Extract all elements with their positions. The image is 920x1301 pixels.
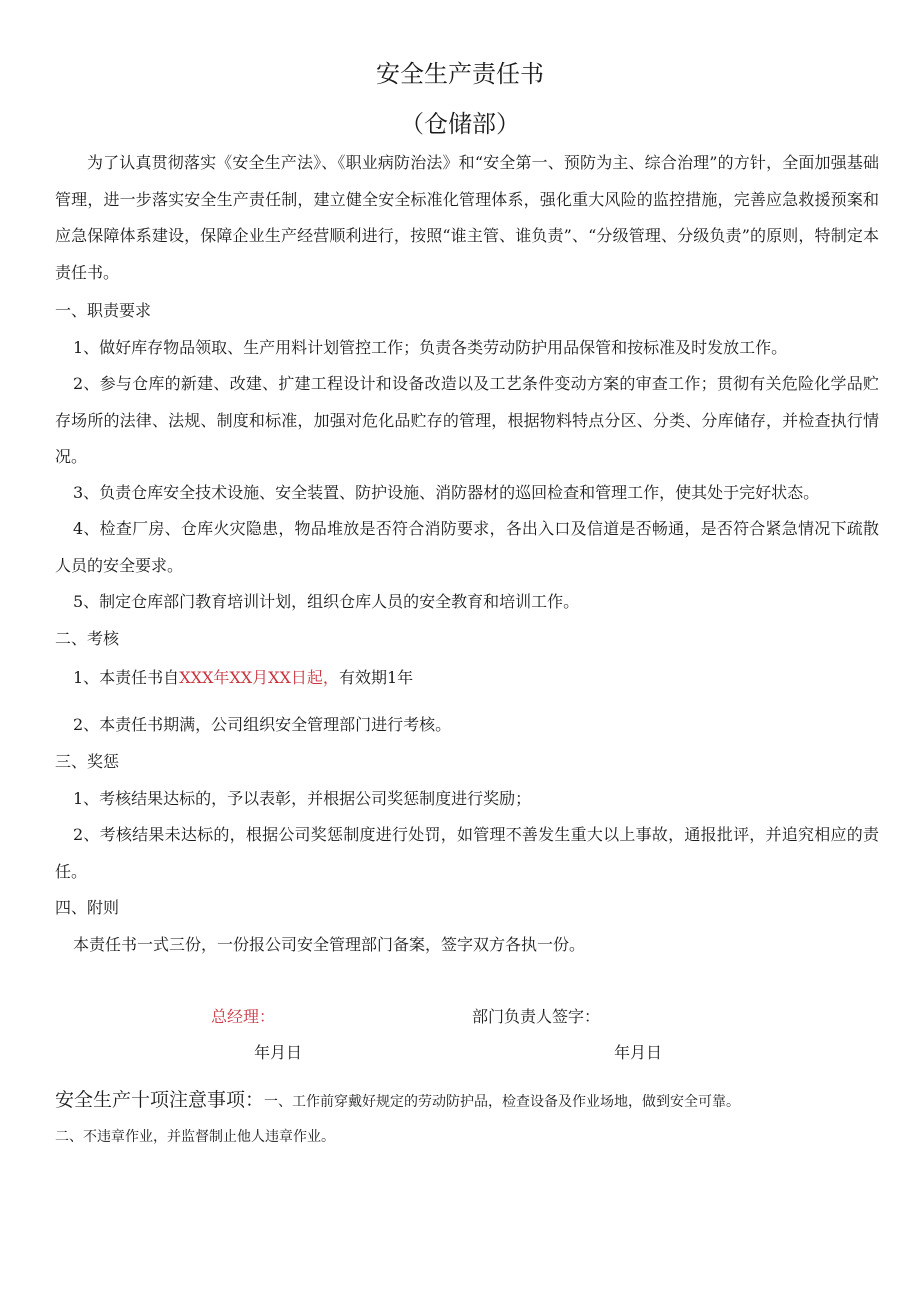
document-title: 安全生产责任书 — [376, 60, 544, 88]
section2-heading: 二、考核 — [55, 629, 120, 648]
section4-text: 本责任书一式三份，一份报公司安全管理部门备案，签字双方各执一份。 — [73, 935, 586, 954]
section1-item-4: 4、检查厂房、仓库火灾隐患，物品堆放是否符合消防要求，各出入口及信道是否畅通，是否符合紧急情况下疏散人员的安全要求。 — [55, 519, 879, 575]
section2-item-2: 2、本责任书期满，公司组织安全管理部门进行考核。 — [73, 715, 452, 734]
section3-item-1: 1、考核结果达标的，予以表彰，并根据公司奖惩制度进行奖励； — [73, 789, 532, 808]
section1-item-5: 5、制定仓库部门教育培训计划，组织仓库人员的安全教育和培训工作。 — [73, 592, 580, 611]
section3-heading: 三、奖惩 — [55, 752, 120, 771]
department-head-date: 年月日 — [614, 1043, 663, 1062]
safety-note-2: 二、不违章作业，并监督制止他人违章作业。 — [55, 1129, 335, 1145]
section2-item-1-suffix: 有效期1年 — [338, 668, 414, 687]
section1-item-2: 2、参与仓库的新建、改建、扩建工程设计和设备改造以及工艺条件变动方案的审查工作；贯彻有关危险化学品贮存场所的法律、法规、制度和标准，加强对危化品贮存的管理，根据物料特点分区、分类、分库储存，并检查执行情况。 — [55, 374, 879, 466]
section3-item-2: 2、考核结果未达标的，根据公司奖惩制度进行处罚，如管理不善发生重大以上事故，通报批评，并追究相应的责任。 — [55, 825, 879, 881]
section2-item-1 — [73, 666, 413, 690]
department-head-signature-label: 部门负责人签字： — [472, 1007, 601, 1026]
general-manager-date: 年月日 — [254, 1043, 303, 1062]
general-manager-signature-label: 总经理： — [211, 1007, 276, 1026]
section2-item-1-prefix: 1、本责任书自 — [73, 668, 180, 687]
safety-note-1: 一、工作前穿戴好规定的劳动防护品，检查设备及作业场地，做到安全可靠。 — [264, 1094, 741, 1110]
section4-heading: 四、附则 — [55, 898, 120, 917]
section1-item-1: 1、做好库存物品领取、生产用料计划管控工作；负责各类劳动防护用品保管和按标准及时发放工作。 — [73, 338, 788, 357]
intro-paragraph: 为了认真贯彻落实《安全生产法》、《职业病防治法》和“安全第一、预防为主、综合治理”的方针，全面加强基础管理，进一步落实安全生产责任制，建立健全安全标准化管理体系，强化重大风险的监控措施，完善应急救援预案和应急保障体系建设，保障企业生产经营顺利进行，按照“谁主管、谁负责”、“分级管理、分级负责”的原则，特制定本责任书。 — [55, 153, 879, 282]
validity-start-date: XXX年XX月XX日起， — [179, 668, 339, 687]
safety-notes-heading: 安全生产十项注意事项： — [55, 1089, 265, 1111]
section1-item-3: 3、负责仓库安全技术设施、安全装置、防护设施、消防器材的巡回检查和管理工作，使其处于完好状态。 — [73, 483, 820, 502]
document-subtitle: （仓储部） — [400, 110, 520, 138]
section1-heading: 一、职责要求 — [55, 301, 152, 320]
safety-notes-line-1 — [55, 1088, 740, 1114]
